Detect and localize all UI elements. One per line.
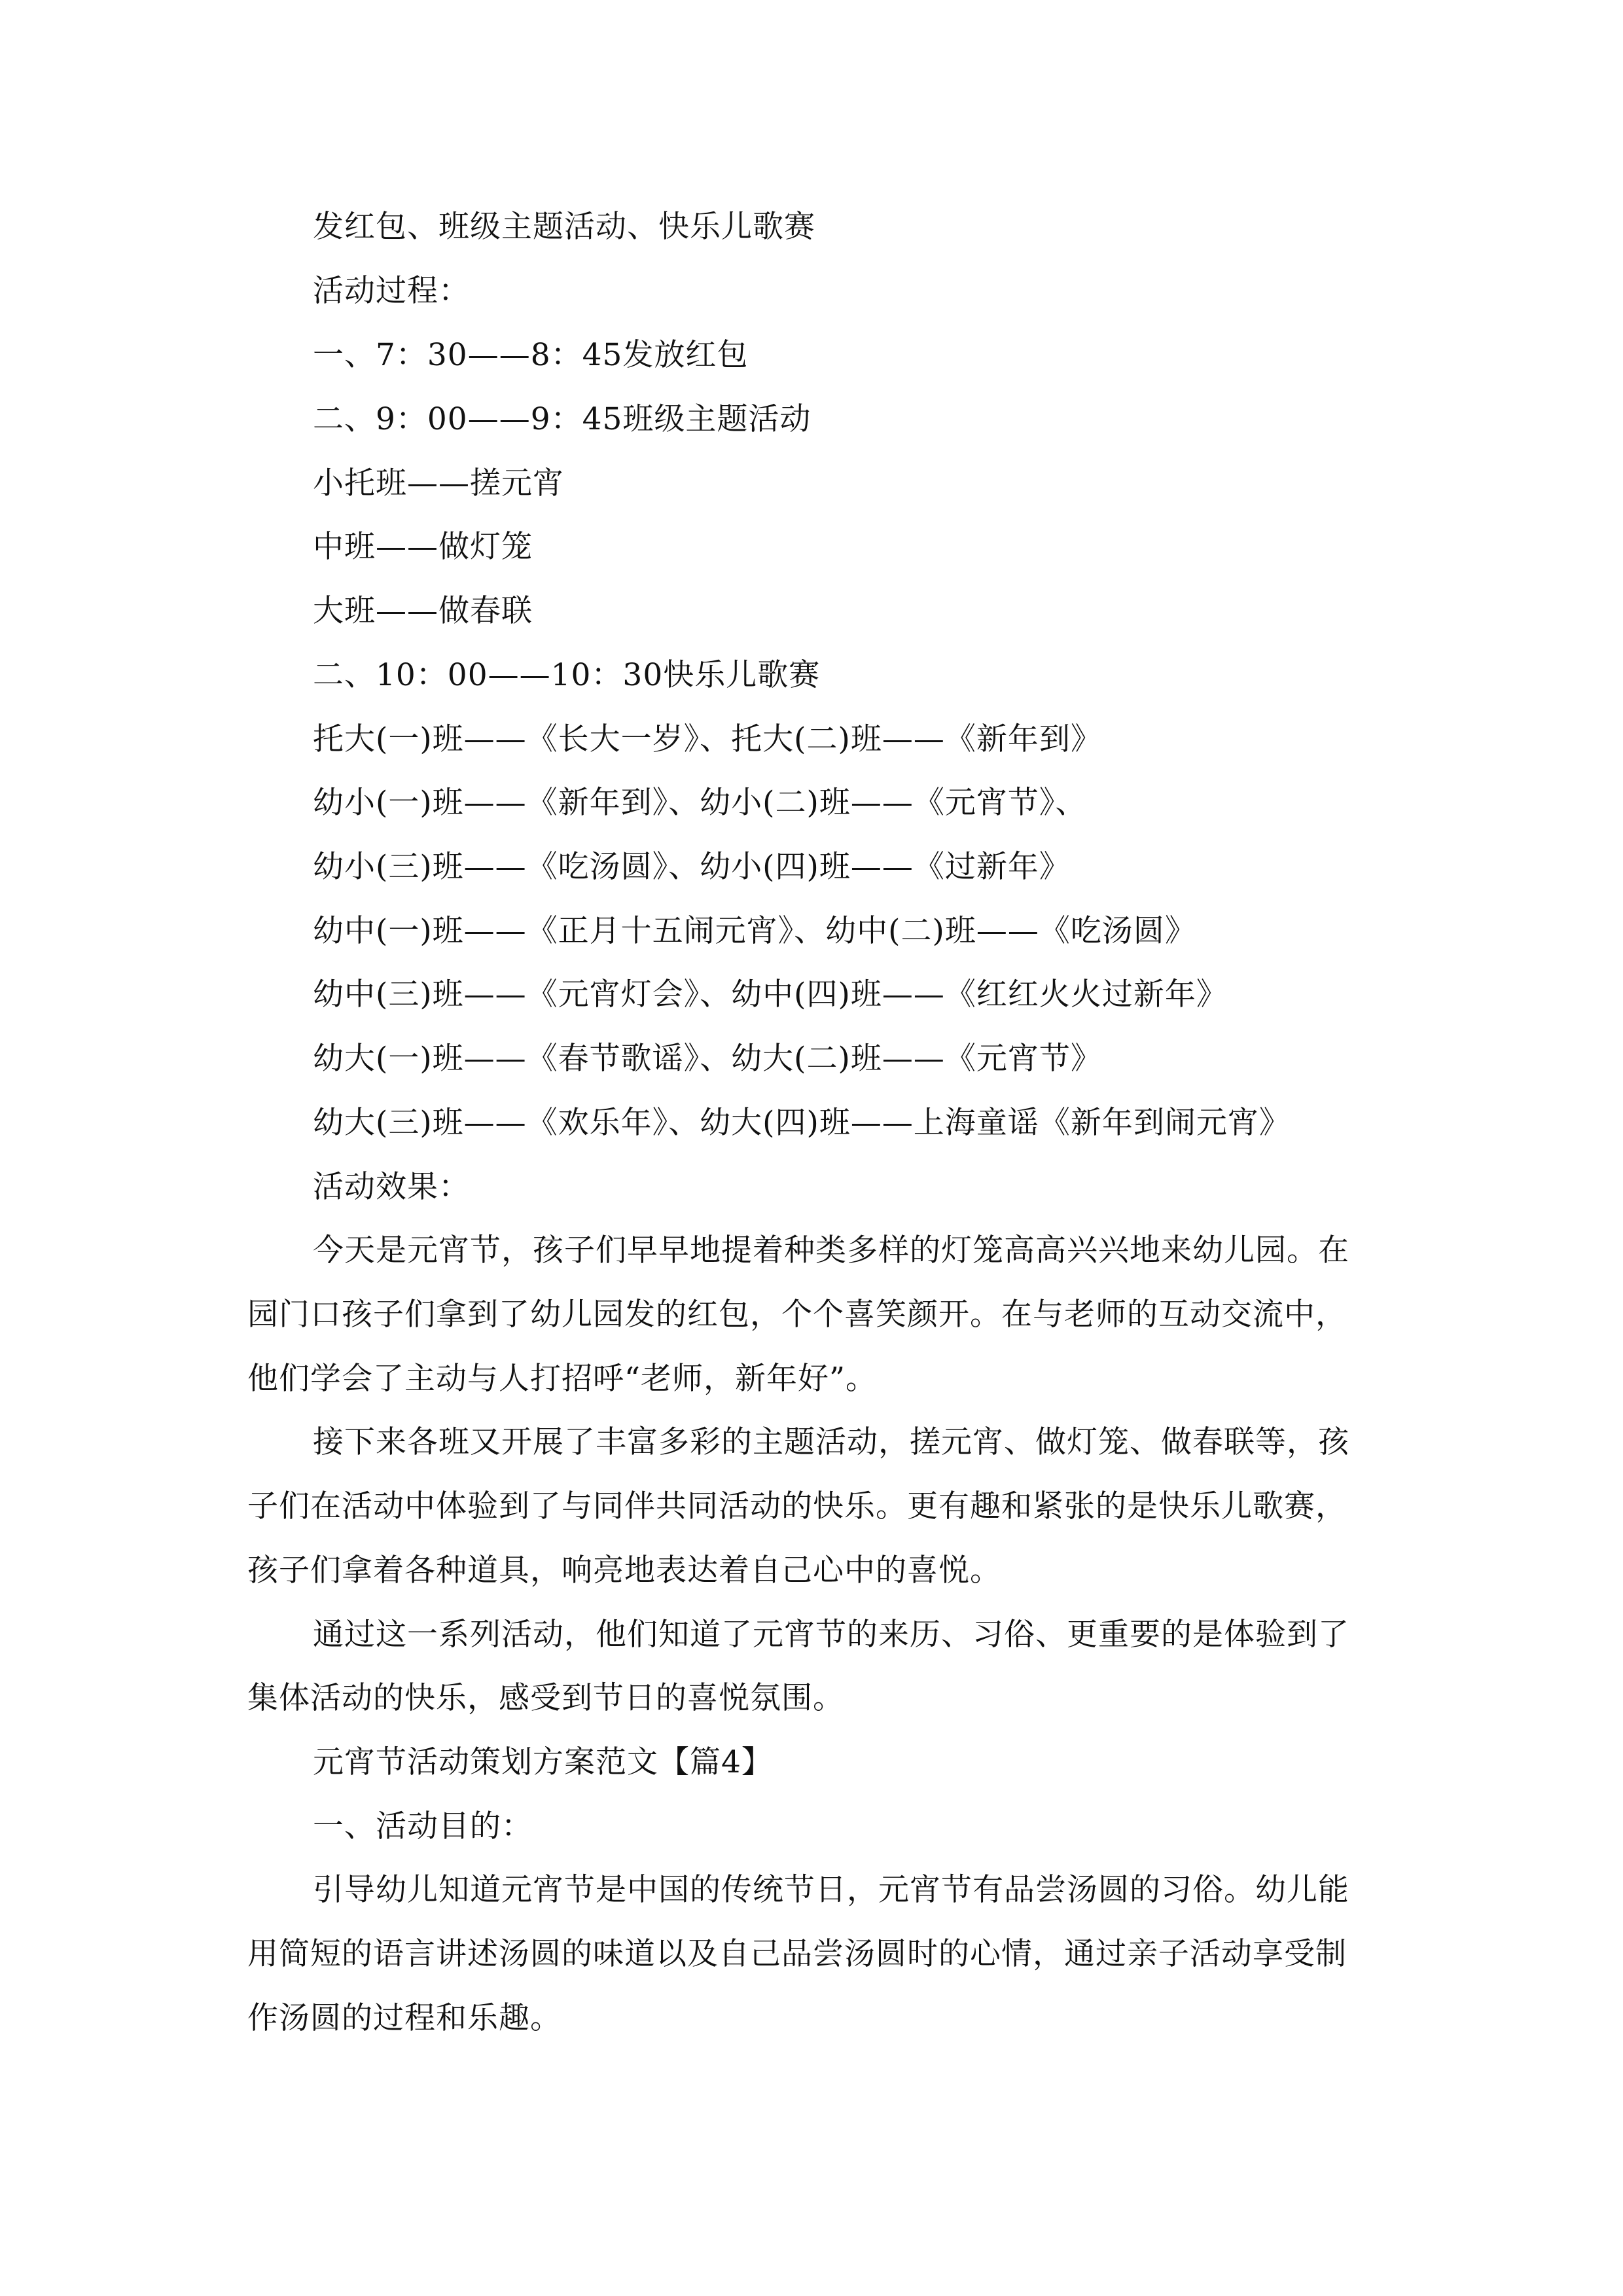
paragraph-line: 他们学会了主动与人打招呼“老师，新年好”。 <box>247 1361 878 1397</box>
paragraph-line: 作汤圆的过程和乐趣。 <box>247 2000 562 2036</box>
text-line: 幼中(一)班——《正月十五闹元宵》、幼中(二)班——《吃汤圆》 <box>313 913 1196 949</box>
paragraph-line: 孩子们拿着各种道具，响亮地表达着自己心中的喜悦。 <box>247 1552 1001 1588</box>
text-line: 小托班——搓元宵 <box>313 465 564 501</box>
text-line: 二、9：00——9：45班级主题活动 <box>313 401 812 437</box>
section-heading: 一、活动目的： <box>313 1808 533 1844</box>
text-line: 幼大(一)班——《春节歌谣》、幼大(二)班——《元宵节》 <box>313 1041 1102 1077</box>
text-line: 大班——做春联 <box>313 593 533 629</box>
text-line: 一、7：30——8：45发放红包 <box>313 337 749 373</box>
text-line: 中班——做灯笼 <box>313 529 533 565</box>
paragraph-line: 子们在活动中体验到了与同伴共同活动的快乐。更有趣和紧张的是快乐儿歌赛， <box>247 1488 1347 1524</box>
paragraph-line: 引导幼儿知道元宵节是中国的传统节日，元宵节有品尝汤圆的习俗。幼儿能 <box>313 1872 1349 1908</box>
section-heading: 活动效果： <box>313 1169 470 1205</box>
text-line: 托大(一)班——《长大一岁》、托大(二)班——《新年到》 <box>313 721 1102 757</box>
text-line: 幼中(三)班——《元宵灯会》、幼中(四)班——《红红火火过新年》 <box>313 977 1228 1013</box>
text-line: 幼小(三)班——《吃汤圆》、幼小(四)班——《过新年》 <box>313 849 1071 885</box>
paragraph-line: 园门口孩子们拿到了幼儿园发的红包，个个喜笑颜开。在与老师的互动交流中， <box>247 1297 1347 1333</box>
text-line: 发红包、班级主题活动、快乐儿歌赛 <box>313 209 815 245</box>
paragraph-line: 集体活动的快乐，感受到节日的喜悦氛围。 <box>247 1680 844 1716</box>
paragraph-line: 接下来各班又开展了丰富多彩的主题活动，搓元宵、做灯笼、做春联等，孩 <box>313 1424 1349 1460</box>
text-line: 活动过程： <box>313 273 470 309</box>
paragraph-line: 通过这一系列活动，他们知道了元宵节的来历、习俗、更重要的是体验到了 <box>313 1617 1349 1653</box>
paragraph-line: 今天是元宵节，孩子们早早地提着种类多样的灯笼高高兴兴地来幼儿园。在 <box>313 1232 1349 1268</box>
section-title: 元宵节活动策划方案范文【篇4】 <box>313 1744 773 1780</box>
text-line: 幼小(一)班——《新年到》、幼小(二)班——《元宵节》、 <box>313 785 1087 821</box>
text-line: 二、10：00——10：30快乐儿歌赛 <box>313 657 821 693</box>
text-line: 幼大(三)班——《欢乐年》、幼大(四)班——上海童谣《新年到闹元宵》 <box>313 1105 1291 1141</box>
paragraph-line: 用简短的语言讲述汤圆的味道以及自己品尝汤圆时的心情，通过亲子活动享受制 <box>247 1936 1347 1972</box>
